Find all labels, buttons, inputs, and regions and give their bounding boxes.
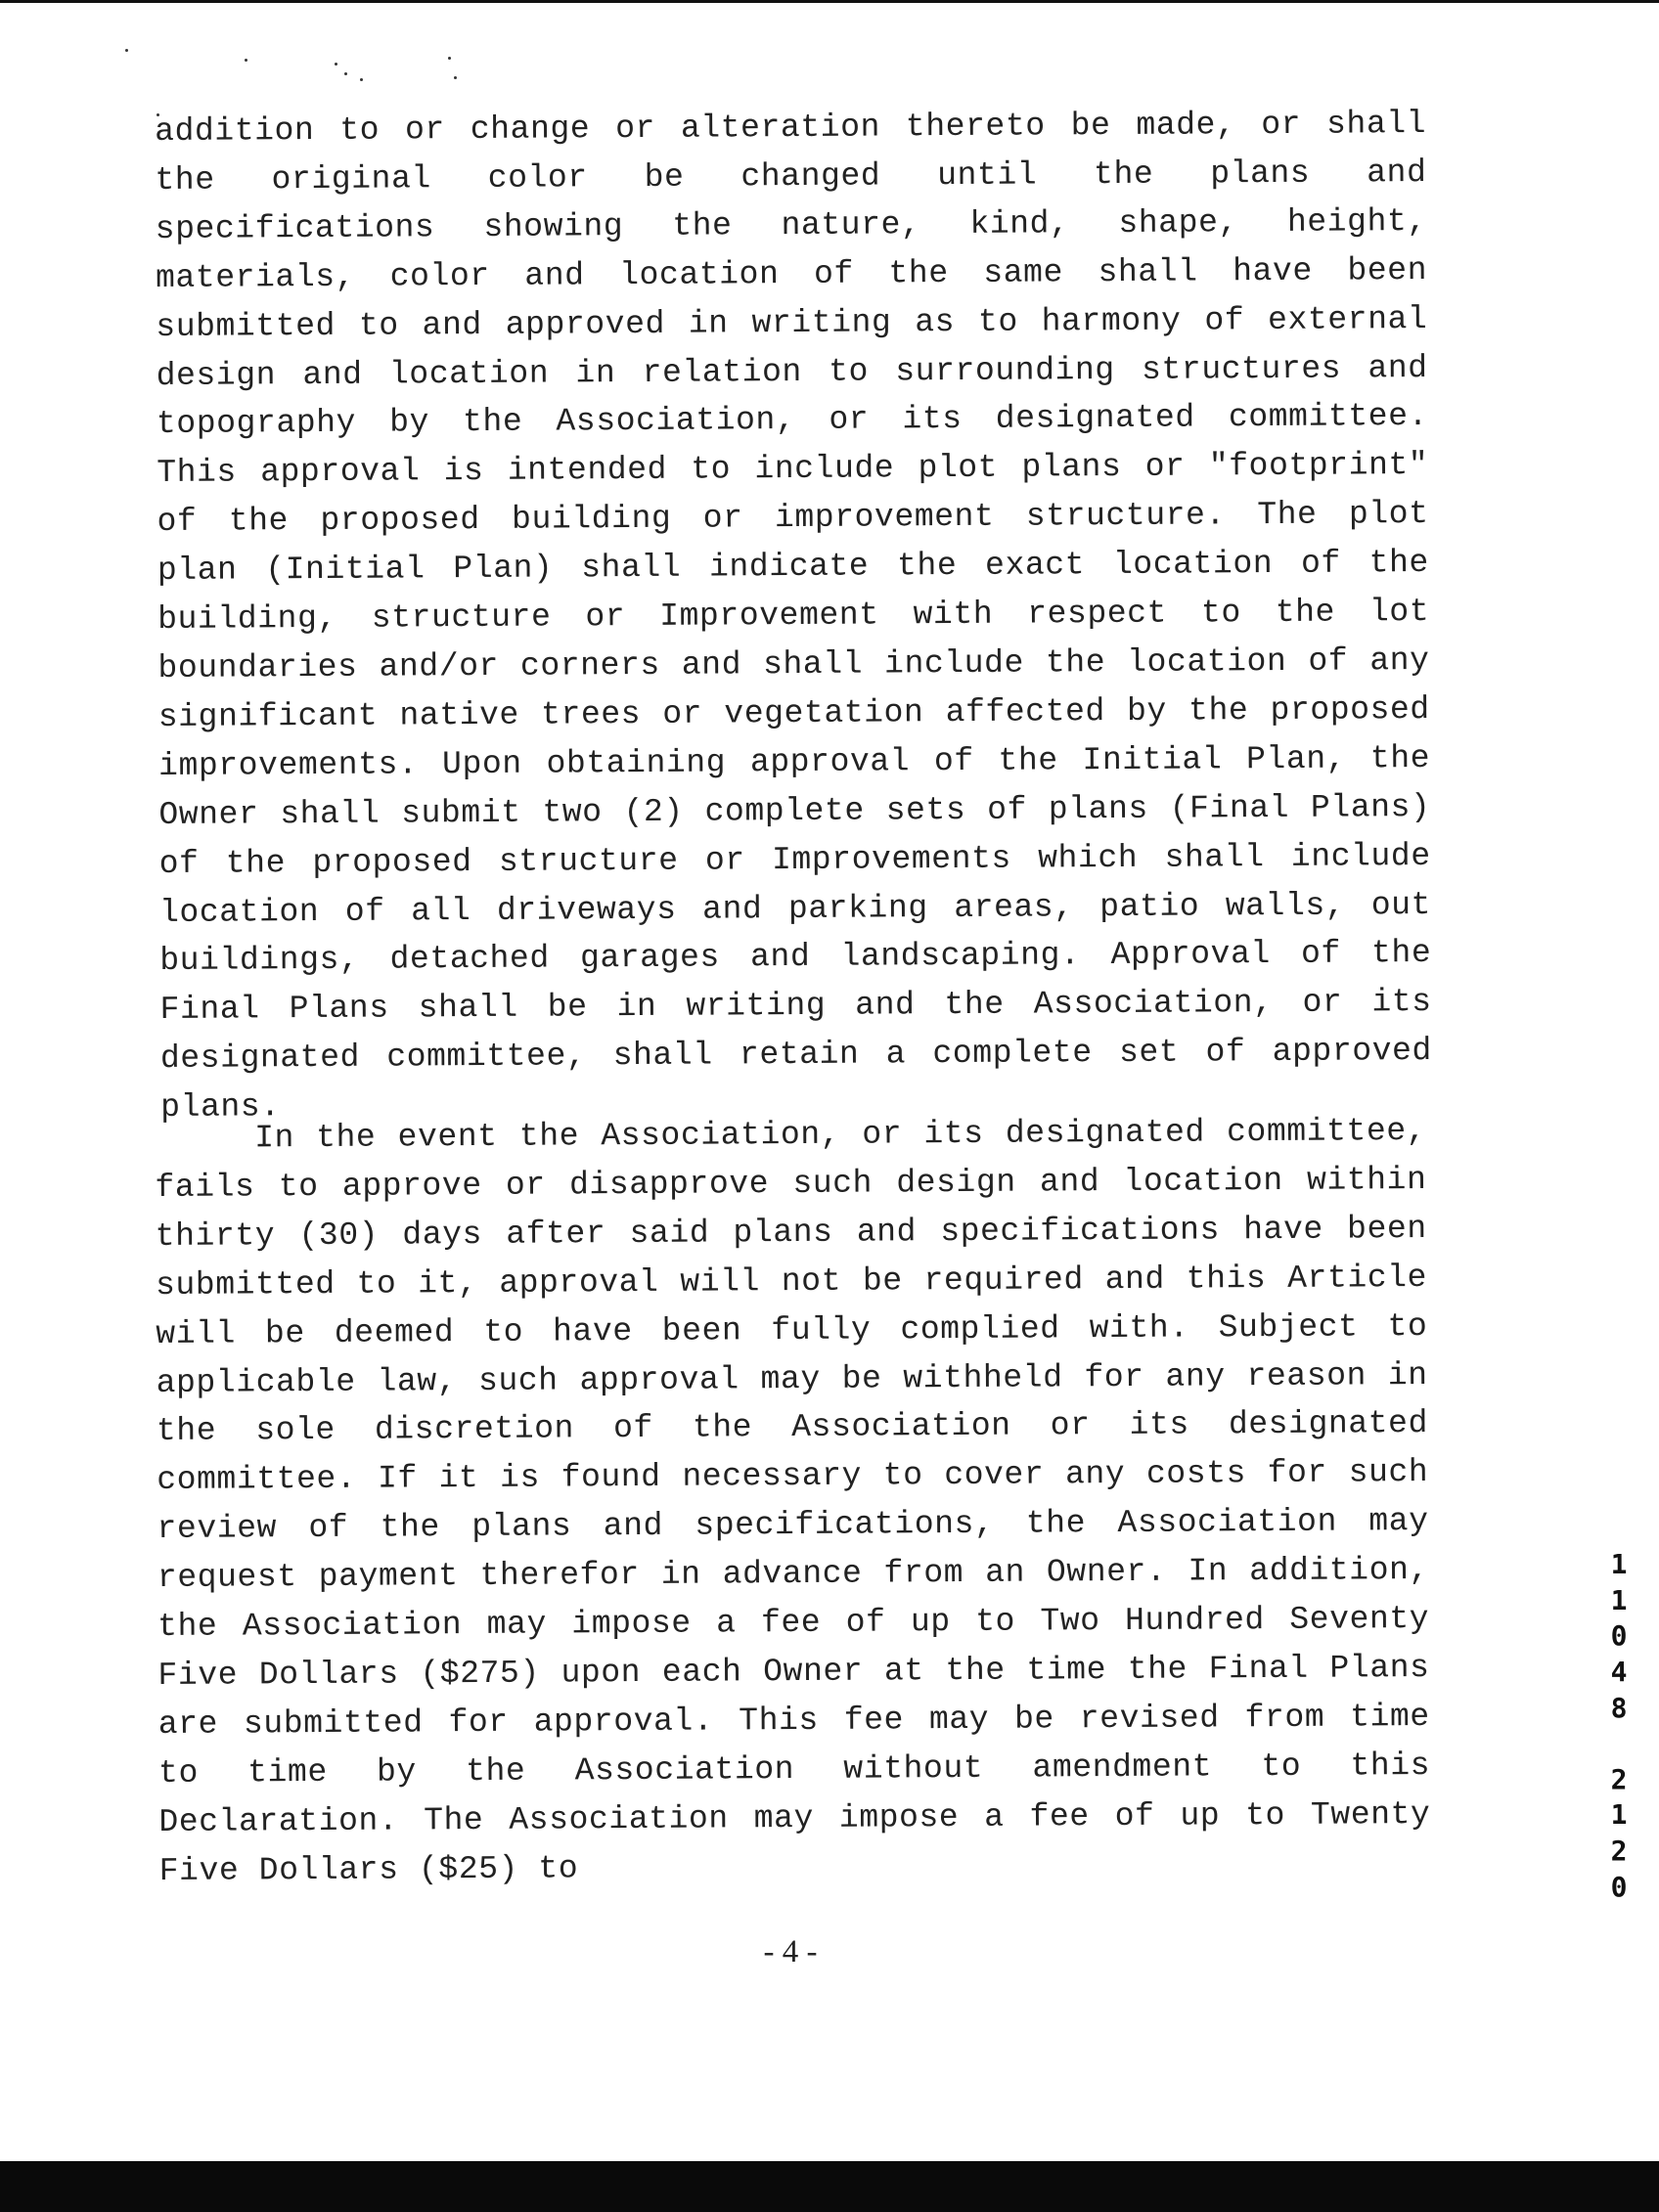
speck: [245, 59, 247, 62]
recording-digit: 1: [1610, 1583, 1628, 1616]
scan-top-edge: [0, 0, 1659, 3]
paragraph-architectural-approval: addition to or change or alteration thereto be made, or shall the original color be changed until the plans and specifications showing the nature, kind, shape, height, materials, color and location of the same shall have been submitted to and approved in writing as to harmony of external design and location in relation to surrounding structures and topography by the Association, or its designated committee. This approval is intended to include plot plans or "footprint" of the proposed building or improvement structure. The plot plan (Initial Plan) shall indicate the exact location of the building, structure or Improvement with respect to the lot boundaries and/or corners and shall include the location of any significant native trees or vegetation affected by the proposed improvements. Upon obtaining approval of the Initial Plan, the Owner shall submit two (2) complete sets of plans (Final Plans) of the proposed structure or Improvements which shall include location of all driveways and parking areas, patio walls, out buildings, detached garages and landscaping. Approval of the Final Plans shall be in writing and the Association, or its designated committee, shall retain a complete set of approved plans.: [155, 106, 1433, 1127]
scan-bottom-border: [0, 2161, 1659, 2212]
recording-digit: 1: [1610, 1798, 1628, 1832]
page-number: - 4 -: [763, 1934, 818, 1969]
recording-digit: 4: [1610, 1656, 1628, 1689]
recording-gap: [1604, 1727, 1634, 1762]
recording-digit: 2: [1610, 1834, 1628, 1867]
recording-digit: 0: [1610, 1870, 1628, 1903]
speck: [125, 49, 128, 52]
recording-number: [1604, 1547, 1634, 1905]
speck: [335, 63, 337, 66]
recording-digit: 8: [1610, 1691, 1628, 1724]
paragraph-approval-timeline-fees: In the event the Association, or its designated committee, fails to approve or disapprove such design and location within thirty (30) days after said plans and specifications have been submitted to it, approval will not be required and this Article will be deemed to have been fully complied with. Subject to applicable law, such approval may be withheld for any reason in the sole discretion of the Association or its designated committee. If it is found necessary to cover any costs for such review of the plans and specifications, the Association may request payment therefor in advance from an Owner. In addition, the Association may impose a fee of up to Two Hundred Seventy Five Dollars ($275) upon each Owner at the time the Final Plans are submitted for approval. This fee may be revised from time to time by the Association without amendment to this Declaration. The Association may impose a fee of up to Twenty Five Dollars ($25) to: [155, 1113, 1431, 1889]
recording-digit: 2: [1610, 1762, 1628, 1795]
recording-digit: 1: [1610, 1548, 1628, 1580]
speck: [454, 76, 457, 79]
speck: [360, 78, 363, 81]
recording-digit: 0: [1610, 1619, 1628, 1653]
speck: [448, 57, 451, 60]
speck: [344, 72, 347, 75]
